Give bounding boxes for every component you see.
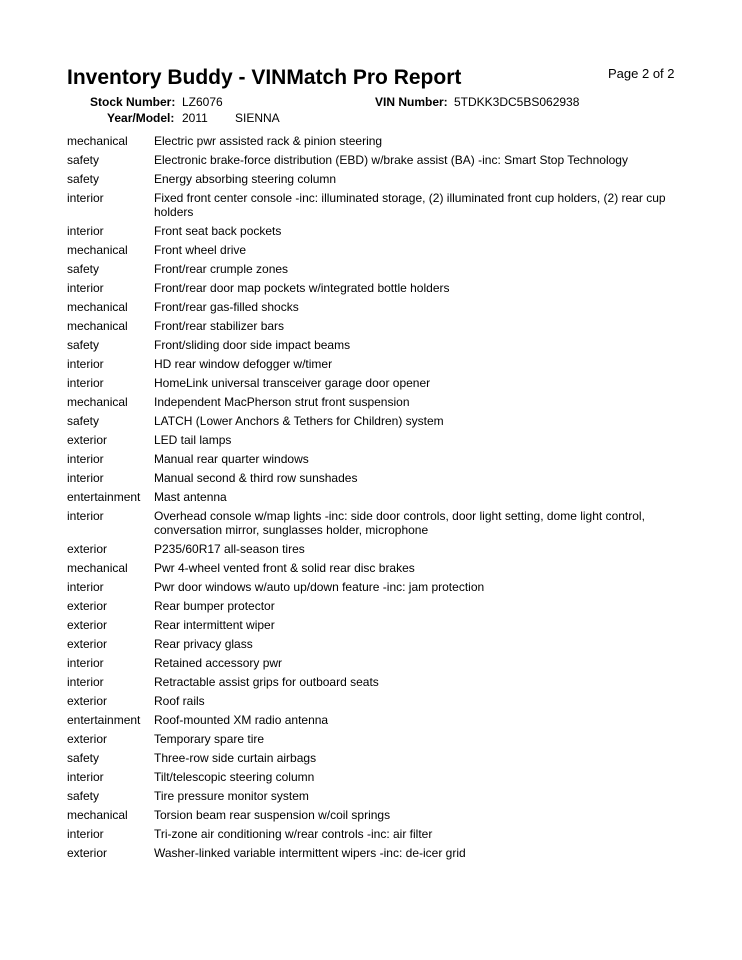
page-number: Page 2 of 2: [608, 66, 675, 81]
stock-number-value: LZ6076: [182, 95, 223, 109]
feature-row: [67, 599, 687, 613]
feature-description: Tilt/telescopic steering column: [154, 770, 315, 784]
feature-row: [67, 262, 687, 276]
feature-row: [67, 732, 687, 746]
feature-category: exterior: [67, 618, 108, 632]
feature-category: safety: [67, 751, 100, 765]
feature-category: interior: [67, 452, 104, 466]
feature-row: [67, 846, 687, 860]
year-model: [107, 111, 280, 125]
feature-category: safety: [67, 172, 100, 186]
feature-row: [67, 789, 687, 803]
feature-row: [67, 281, 687, 295]
feature-description: Energy absorbing steering column: [154, 172, 337, 186]
feature-row: [67, 713, 687, 727]
feature-category: safety: [67, 262, 100, 276]
feature-category: exterior: [67, 433, 108, 447]
year-model-label: Year/Model:: [107, 111, 175, 125]
feature-row: [67, 808, 687, 822]
feature-row: [67, 694, 687, 708]
feature-category: safety: [67, 153, 100, 167]
feature-category: mechanical: [67, 395, 128, 409]
feature-description: Front/sliding door side impact beams: [154, 338, 351, 352]
feature-description: Retractable assist grips for outboard seats: [154, 675, 379, 689]
feature-row: [67, 243, 687, 257]
feature-category: exterior: [67, 846, 108, 860]
feature-category: interior: [67, 281, 104, 295]
feature-description: Retained accessory pwr: [154, 656, 283, 670]
feature-row: [67, 542, 687, 556]
feature-row: [67, 172, 687, 186]
feature-row: [67, 770, 687, 784]
feature-category: mechanical: [67, 243, 128, 257]
feature-category: safety: [67, 414, 100, 428]
feature-category: interior: [67, 191, 104, 205]
vin-number-label: VIN Number:: [375, 95, 448, 109]
feature-category: interior: [67, 376, 104, 390]
feature-row: [67, 580, 687, 594]
feature-row: [67, 376, 687, 390]
feature-description: Pwr 4-wheel vented front & solid rear disc brakes: [154, 561, 415, 575]
feature-description: Manual second & third row sunshades: [154, 471, 358, 485]
feature-row: [67, 637, 687, 651]
feature-category: mechanical: [67, 319, 128, 333]
feature-description: Front seat back pockets: [154, 224, 282, 238]
feature-category: exterior: [67, 732, 108, 746]
feature-row: [67, 490, 687, 504]
feature-category: interior: [67, 656, 104, 670]
stock-number-label: Stock Number:: [90, 95, 176, 109]
feature-row: [67, 561, 687, 575]
feature-description: HD rear window defogger w/timer: [154, 357, 333, 371]
feature-row: [67, 338, 687, 352]
feature-row: [67, 675, 687, 689]
feature-description: Rear bumper protector: [154, 599, 275, 613]
feature-description: Front/rear gas-filled shocks: [154, 300, 299, 314]
feature-category: exterior: [67, 637, 108, 651]
feature-row: [67, 319, 687, 333]
feature-row: [67, 300, 687, 314]
feature-category: entertainment: [67, 713, 141, 727]
feature-description: Independent MacPherson strut front suspension: [154, 395, 410, 409]
feature-description: Front/rear stabilizer bars: [154, 319, 285, 333]
model-value: SIENNA: [235, 111, 280, 125]
feature-description: Electric pwr assisted rack & pinion steering: [154, 134, 383, 148]
vin-number-value: 5TDKK3DC5BS062938: [454, 95, 580, 109]
feature-description: Rear intermittent wiper: [154, 618, 275, 632]
feature-category: interior: [67, 471, 104, 485]
feature-row: [67, 414, 687, 428]
feature-row: [67, 827, 687, 841]
feature-description: Electronic brake-force distribution (EBD) w/brake assist (BA) -inc: Smart Stop Technology: [154, 153, 628, 167]
feature-row: [67, 656, 687, 670]
report-title: Inventory Buddy - VINMatch Pro Report: [67, 66, 462, 89]
feature-description: P235/60R17 all-season tires: [154, 542, 305, 556]
feature-category: interior: [67, 580, 104, 594]
feature-category: interior: [67, 675, 104, 689]
feature-category: mechanical: [67, 300, 128, 314]
feature-description: Front/rear crumple zones: [154, 262, 289, 276]
feature-row: [67, 433, 687, 447]
feature-category: safety: [67, 789, 100, 803]
feature-description: Manual rear quarter windows: [154, 452, 309, 466]
feature-description: HomeLink universal transceiver garage door opener: [154, 376, 431, 390]
feature-description: Front/rear door map pockets w/integrated bottle holders: [154, 281, 450, 295]
feature-category: exterior: [67, 599, 108, 613]
feature-description: Fixed front center console -inc: illuminated storage, (2) illuminated front cup holders, (2) rear cup holders: [154, 191, 666, 219]
feature-row: [67, 471, 687, 485]
feature-category: safety: [67, 338, 100, 352]
feature-list: [67, 134, 687, 865]
feature-category: interior: [67, 224, 104, 238]
feature-description: Tire pressure monitor system: [154, 789, 309, 803]
feature-row: [67, 153, 687, 167]
feature-row: [67, 509, 687, 537]
feature-row: [67, 395, 687, 409]
feature-category: interior: [67, 770, 104, 784]
feature-description: Roof rails: [154, 694, 205, 708]
feature-description: Three-row side curtain airbags: [154, 751, 317, 765]
feature-category: interior: [67, 357, 104, 371]
feature-category: interior: [67, 827, 104, 841]
feature-description: Front wheel drive: [154, 243, 247, 257]
vin-number: [375, 95, 580, 109]
feature-description: Mast antenna: [154, 490, 227, 504]
feature-row: [67, 618, 687, 632]
feature-description: Temporary spare tire: [154, 732, 265, 746]
feature-description: Rear privacy glass: [154, 637, 253, 651]
feature-category: exterior: [67, 694, 108, 708]
feature-description: LATCH (Lower Anchors & Tethers for Children) system: [154, 414, 444, 428]
feature-description: Roof-mounted XM radio antenna: [154, 713, 329, 727]
feature-description: Tri-zone air conditioning w/rear controls -inc: air filter: [154, 827, 433, 841]
feature-description: Pwr door windows w/auto up/down feature -inc: jam protection: [154, 580, 485, 594]
feature-row: [67, 134, 687, 148]
feature-description: LED tail lamps: [154, 433, 232, 447]
feature-row: [67, 191, 687, 219]
feature-description: Washer-linked variable intermittent wipers -inc: de-icer grid: [154, 846, 466, 860]
year-value: 2011: [182, 111, 208, 125]
feature-category: mechanical: [67, 808, 128, 822]
stock-number: [90, 95, 223, 109]
feature-description: Overhead console w/map lights -inc: side door controls, door light setting, dome light control, conversation mirror, sunglasses holder, microphone: [154, 509, 645, 537]
feature-category: interior: [67, 509, 104, 523]
feature-category: mechanical: [67, 134, 128, 148]
feature-category: mechanical: [67, 561, 128, 575]
feature-row: [67, 452, 687, 466]
feature-category: exterior: [67, 542, 108, 556]
feature-category: entertainment: [67, 490, 141, 504]
feature-row: [67, 224, 687, 238]
feature-description: Torsion beam rear suspension w/coil springs: [154, 808, 391, 822]
feature-row: [67, 357, 687, 371]
feature-row: [67, 751, 687, 765]
